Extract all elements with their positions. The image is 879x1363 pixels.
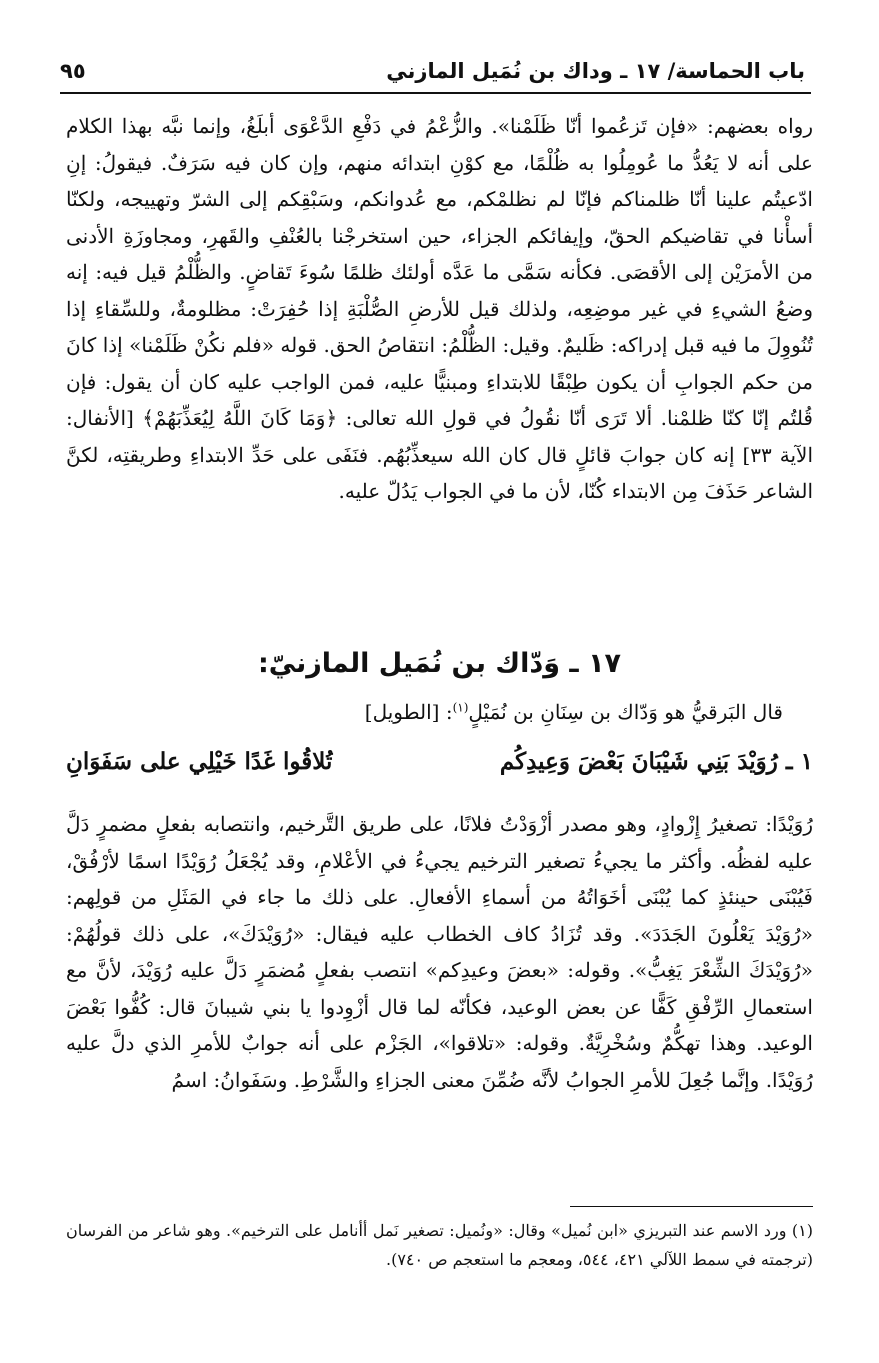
intro-text: قال البَرقيُّ هو وَدّاك بن سِنَانِ بن نُمَيْلٍ (468, 700, 783, 724)
meter-label: : [الطويل] (364, 700, 453, 724)
paragraph-2-text: رُوَيْدًا: تصغيرُ إِزْوادٍ، وهو مصدر أزْوَدْتُ فلانًا، على طريق التَّرخيم، وانتصابه بفعلٍ مضمرٍ دَلَّ عليه لفظُه. وأكثر ما يجيءُ تصغير الترخيم يجيءُ في الأعْلامِ، وقد يُجْعَلُ رُوَيْدًا اسمًا لأرْفُقْ، فَيُبْنَى حينئذٍ كما يُبْنَى أخَوَاتُهُ من أسماءِ الأفعالِ. على ذلك ما جاء في المَثَلِ من قولِهم: «رُوَيْدَ يَعْلُونَ الجَدَدَ». وقد تُزَادُ كاف الخطاب عليه فيقال: «رُوَيْدَكَ»، على ذلك قولُهُمْ: «رُوَيْدَكَ الشِّعْرَ يَغِبُّ». وقوله: «بعضَ وعيدِكم» انتصب بفعلٍ مُضمَرٍ دَلَّ عليه رُوَيْدَ، لأنَّ مع استعمالِ الرِّفْقِ كَفًّا عن بعض الوعيد، فكأنّه لما قال أزْوِدوا يا بني شيبانَ قال: كُفُّوا بَعْضَ الوعيد. وهذا تهكُّمٌ وسُخْرِيَّةٌ. وقوله: «تلاقوا»، الجَزْم على أنه جوابٌ للأمرِ الذي دلَّ عليه رُوَيْدًا. وإنَّما جُعِلَ للأمرِ الجوابُ لأنَّه ضُمِّنَ معنى الجزاءِ والشَّرْطِ. وسَفَوانُ: اسمُ (66, 812, 813, 1092)
footnote-rule (570, 1206, 813, 1207)
poem-verse (66, 748, 813, 788)
page-header (60, 52, 805, 90)
intro-line (66, 700, 783, 724)
header-rule (60, 92, 811, 94)
paragraph-1 (66, 108, 813, 510)
footnote-ref: (١) (452, 700, 469, 715)
paragraph-1-text: رواه بعضهم: «فإن تَزعُموا أنّا ظَلَمْنا». والزُّعْمُ في دَفْعِ الدَّعْوَى أبلَغُ، وإنما نبَّه بهذا الكلام على أنه لا يَعُدُّ ما عُومِلُوا به ظُلْمًا، مع كوْنِ ابتدائه منهم، وإن كان فيه سَرَفٌ. فيقولُ: إنِ ادّعيتُم علينا أنّا ظلمناكم فإنّا لم نظلمْكم، مع عُدوانكم، وسَبْقِكم إلى الشرّ وتهييجه، ولكنّا أسأْنا في تقاضيكم الحقّ، وإيفائكم الجزاء، حين استخرجْنا بالعُنْفِ والقَهرِ، ومجاوزَةِ الأدنى من الأمرَيْن إلى الأقصَى. فكأنه سَمَّى ما عَدَّه أولئك ظلمًا سُوءَ تَقاضٍ. والظُّلْمُ قيل فيه: إنه وضعُ الشيءِ في غير موضِعِه، ولذلك قيل للأرضِ الصُّلْبَةِ إذا حُفِرَتْ: مظلومةٌ، وللسِّقاءِ إذا تُنُووِلَ ما فيه قبل إدراكه: ظَليمٌ. وقيل: الظُّلْمُ: انتقاصُ الحق. قوله «فلم نكُنْ ظَلَمْنا» إذا كانَ من حكم الجوابِ أن يكون طِبْقًا للابتداءِ ومبنيًّا عليه، فمن الواجب عليه كان أن يقول: فإن قُلتُم إنّا كنّا ظلمْنا. ألا تَرَى أنّا نقُولُ في قولِ الله تعالى: ﴿وَمَا كَانَ اللَّهُ لِيُعَذِّبَهُمْ﴾ [الأنفال: الآية ٣٣] إنه كان جوابَ قائلٍ قال كان الله سيعذِّبُهُم. فنَفَى على حَدِّ الابتداءِ وطريقتِه، لكنَّ الشاعر حَذَفَ مِن الابتداء كُنّا، لأن ما في الجواب يَدُلّ عليه. (66, 114, 814, 503)
page-number: ٩٥ (60, 59, 86, 83)
running-title: باب الحماسة/ ١٧ ـ وداك بن نُمَيل المازني (386, 59, 805, 83)
footnote: (١) ورد الاسم عند التبريزي «ابن نُميل» وقال: «ونُميل: تصغير نَمل أأنامل على الترخيم». وهو شاعر من الفرسان (ترجمته في سمط اللآلي ٤٢١، ٥٤٤، ومعجم ما استعجم ص ٧٤٠). (66, 1221, 813, 1269)
verse-second-hemistich: تُلاقُوا غَدًا خَيْلِي على سَفَوَانِ (66, 748, 333, 775)
verse-first-hemistich: ١ ـ رُوَيْدَ بَنِي شَيْبَانَ بَعْضَ وَعِيدِكُم (499, 748, 813, 775)
section-title: ١٧ ـ وَدّاك بن نُمَيل المازنيّ: (257, 648, 622, 679)
paragraph-2 (66, 806, 813, 1098)
